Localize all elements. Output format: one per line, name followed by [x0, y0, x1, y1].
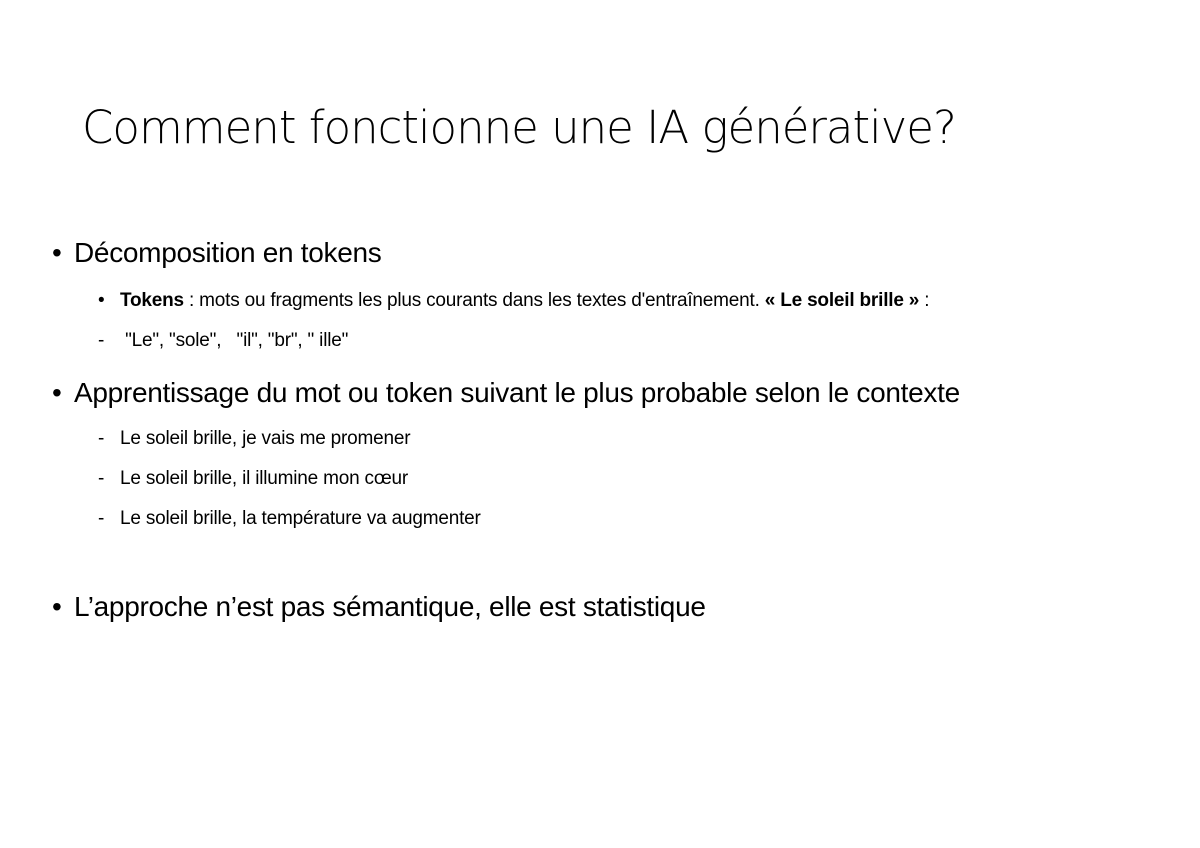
example-sentence: « Le soleil brille »	[764, 290, 920, 311]
dash-marker: -	[98, 428, 105, 449]
example-item	[98, 508, 481, 531]
example-text: Le soleil brille, je vais me promener	[120, 428, 411, 449]
bullet-text: L’approche n’est pas sémantique, elle est statistique	[74, 591, 706, 622]
dash-marker: -	[98, 508, 105, 529]
bullet-next-token-learning	[52, 376, 960, 410]
definition-tail: :	[919, 290, 930, 311]
sub-bullet-tokens-definition	[98, 290, 929, 313]
dash-marker: -	[98, 330, 105, 351]
tokens-term: Tokens	[120, 290, 184, 311]
example-text: Le soleil brille, la température va augmenter	[120, 508, 481, 529]
dash-item-token-split	[98, 330, 348, 353]
bullet-statistical-approach	[52, 590, 706, 624]
example-item	[98, 468, 408, 491]
bullet-text: Décomposition en tokens	[74, 237, 382, 268]
dash-marker: -	[98, 468, 105, 489]
bullet-marker: •	[52, 591, 62, 622]
bullet-text: Apprentissage du mot ou token suivant le plus probable selon le contexte	[74, 377, 960, 408]
example-item	[98, 428, 410, 451]
sub-bullet-marker: •	[98, 290, 105, 311]
token-split-text: "Le", "sole", "il", "br", " ille"	[120, 330, 349, 351]
tokens-definition-text: : mots ou fragments les plus courants dans les textes d'entraînement.	[183, 290, 765, 311]
bullet-marker: •	[52, 237, 62, 268]
bullet-tokenization	[52, 236, 382, 270]
bullet-marker: •	[52, 377, 62, 408]
example-text: Le soleil brille, il illumine mon cœur	[120, 468, 409, 489]
slide-title: Comment fonctionne une IA générative?	[82, 101, 956, 154]
